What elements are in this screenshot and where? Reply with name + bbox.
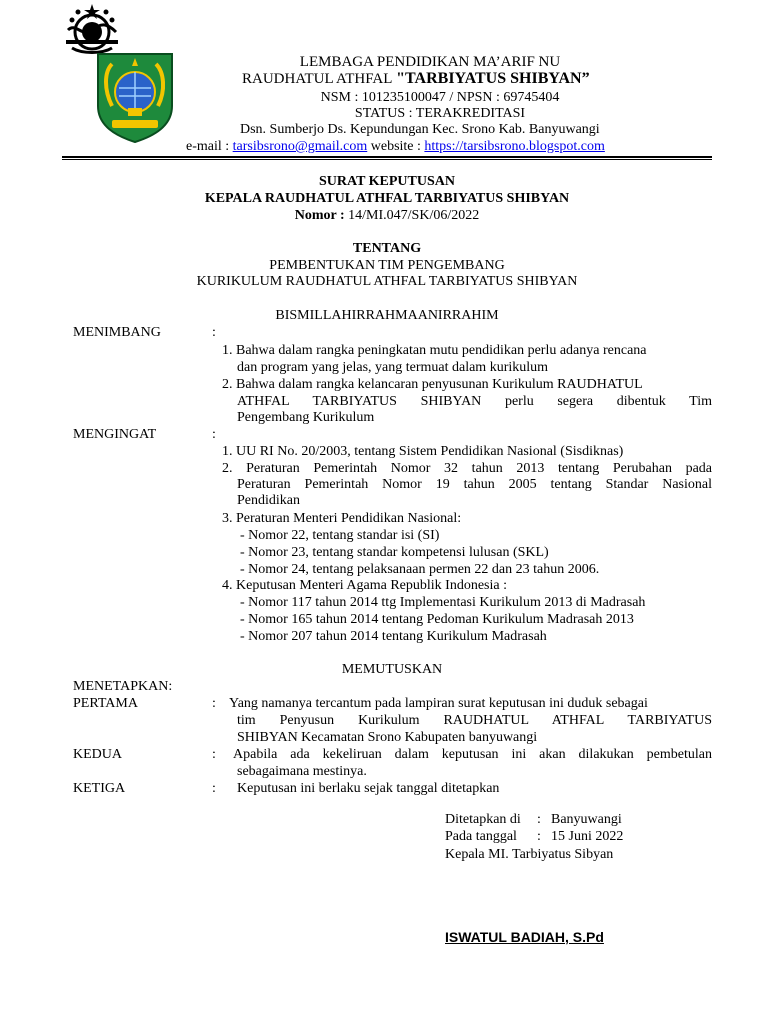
header-rule-thin xyxy=(62,159,712,160)
nsm-npsn: NSM : 101235100047 / NPSN : 69745404 xyxy=(320,90,560,105)
mengingat-item-2b: Peraturan Pemerintah Nomor 19 tahun 2005 tentang Standar Nasional xyxy=(237,477,712,492)
kedua-line-1: Apabila ada kekeliruan dalam keputusan ini akan dilakukan pembetulan xyxy=(233,747,712,762)
subject-line-1: PEMBENTUKAN TIM PENGEMBANG xyxy=(269,258,505,273)
mengingat-item-3-sub-1: - Nomor 22, tentang standar isi (SI) xyxy=(240,528,440,543)
number-value: 14/MI.047/SK/06/2022 xyxy=(348,208,480,223)
decree-issuer: KEPALA RAUDHATUL ATHFAL TARBIYATUS SHIBYAN xyxy=(204,191,570,206)
kedua-colon: : xyxy=(212,747,216,762)
place-colon: : xyxy=(537,812,541,827)
ketiga-colon: : xyxy=(212,781,216,796)
date-colon: : xyxy=(537,829,541,844)
school-name xyxy=(242,69,590,89)
mengingat-label: MENGINGAT xyxy=(73,427,157,442)
basmalah: BISMILLAHIRRAHMAANIRRAHIM xyxy=(275,308,499,323)
kedua-line-2: sebagaimana mestinya. xyxy=(237,764,367,779)
menimbang-item-2c: Pengembang Kurikulum xyxy=(237,410,375,425)
date-label: Pada tanggal xyxy=(445,829,517,844)
ketiga-line-1: Keputusan ini berlaku sejak tanggal ditetapkan xyxy=(237,781,500,796)
menimbang-item-1b: dan program yang jelas, yang termuat dalam kurikulum xyxy=(237,360,549,375)
pertama-line-3: SHIBYAN Kecamatan Srono Kabupaten banyuwangi xyxy=(237,730,538,745)
menetapkan-label: MENETAPKAN: xyxy=(73,679,173,694)
about-heading: TENTANG xyxy=(352,241,422,256)
mengingat-item-3: 3. Peraturan Menteri Pendidikan Nasional: xyxy=(222,511,462,526)
school-address: Dsn. Sumberjo Ds. Kepundungan Kec. Srono Kab. Banyuwangi xyxy=(240,122,600,137)
date-value: 15 Juni 2022 xyxy=(551,829,624,844)
mengingat-item-3-sub-2: - Nomor 23, tentang standar kompetensi lulusan (SKL) xyxy=(240,545,549,560)
website-link[interactable]: https://tarsibsrono.blogspot.com xyxy=(424,139,605,154)
email-label: e-mail : xyxy=(186,139,230,154)
ketiga-label: KETIGA xyxy=(73,781,126,796)
website-label: website : xyxy=(370,139,421,154)
number-label: Nomor : xyxy=(294,208,345,223)
kedua-label: KEDUA xyxy=(73,747,122,762)
mengingat-item-4-sub-3: - Nomor 207 tahun 2014 tentang Kurikulum Madrasah xyxy=(240,629,547,644)
mengingat-item-4-sub-1: - Nomor 117 tahun 2014 ttg Implementasi Kurikulum 2013 di Madrasah xyxy=(240,595,646,610)
menimbang-item-2b: ATHFAL TARBIYATUS SHIBYAN perlu segera dibentuk Tim xyxy=(237,394,712,409)
pertama-label: PERTAMA xyxy=(73,696,138,711)
kemenag-logo-icon xyxy=(92,50,178,144)
decree-number xyxy=(62,207,712,224)
mengingat-item-2a: 2. Peraturan Pemerintah Nomor 32 tahun 2013 tentang Perubahan pada xyxy=(222,461,712,476)
mengingat-item-4: 4. Keputusan Menteri Agama Republik Indonesia : xyxy=(222,578,507,593)
subject-line-2: KURIKULUM RAUDHATUL ATHFAL TARBIYATUS SHIBYAN xyxy=(196,274,578,289)
menimbang-label: MENIMBANG xyxy=(73,325,161,340)
contact-line xyxy=(186,138,605,155)
mengingat-item-1: 1. UU RI No. 20/2003, tentang Sistem Pendidikan Nasional (Sisdiknas) xyxy=(222,444,624,459)
mengingat-item-3-sub-3: - Nomor 24, tentang pelaksanaan permen 22 dan 23 tahun 2006. xyxy=(240,562,600,577)
mengingat-item-2c: Pendidikan xyxy=(237,493,300,508)
mengingat-item-4-sub-2: - Nomor 165 tahun 2014 tentang Pedoman Kurikulum Madrasah 2013 xyxy=(240,612,634,627)
mengingat-colon: : xyxy=(212,427,216,442)
school-prefix: RAUDHATUL ATHFAL xyxy=(242,71,393,87)
pertama-colon: : xyxy=(212,696,216,711)
signatory-position: Kepala MI. Tarbiyatus Sibyan xyxy=(445,847,614,862)
pertama-line-2: tim Penyusun Kurikulum RAUDHATUL ATHFAL TARBIYATUS xyxy=(237,713,712,728)
signatory-name: ISWATUL BADIAH, S.Pd xyxy=(445,929,604,945)
institution-name: LEMBAGA PENDIDIKAN MA’ARIF NU xyxy=(299,54,561,70)
school-title: "TARBIYATUS SHIBYAN” xyxy=(396,70,590,87)
menimbang-item-1a: 1. Bahwa dalam rangka peningkatan mutu pendidikan perlu adanya rencana xyxy=(222,343,647,358)
decree-title: SURAT KEPUTUSAN xyxy=(318,174,455,189)
place-value: Banyuwangi xyxy=(551,812,622,827)
email-link[interactable]: tarsibsrono@gmail.com xyxy=(232,139,368,154)
pertama-line-1: Yang namanya tercantum pada lampiran surat keputusan ini duduk sebagai xyxy=(229,696,648,711)
menimbang-colon: : xyxy=(212,325,216,340)
place-label: Ditetapkan di xyxy=(445,812,521,827)
header-rule-thick xyxy=(62,156,712,158)
memutuskan-heading: MEMUTUSKAN xyxy=(341,662,443,677)
accreditation-status: STATUS : TERAKREDITASI xyxy=(354,106,526,121)
menimbang-item-2a: 2. Bahwa dalam rangka kelancaran penyusunan Kurikulum RAUDHATUL xyxy=(222,377,643,392)
